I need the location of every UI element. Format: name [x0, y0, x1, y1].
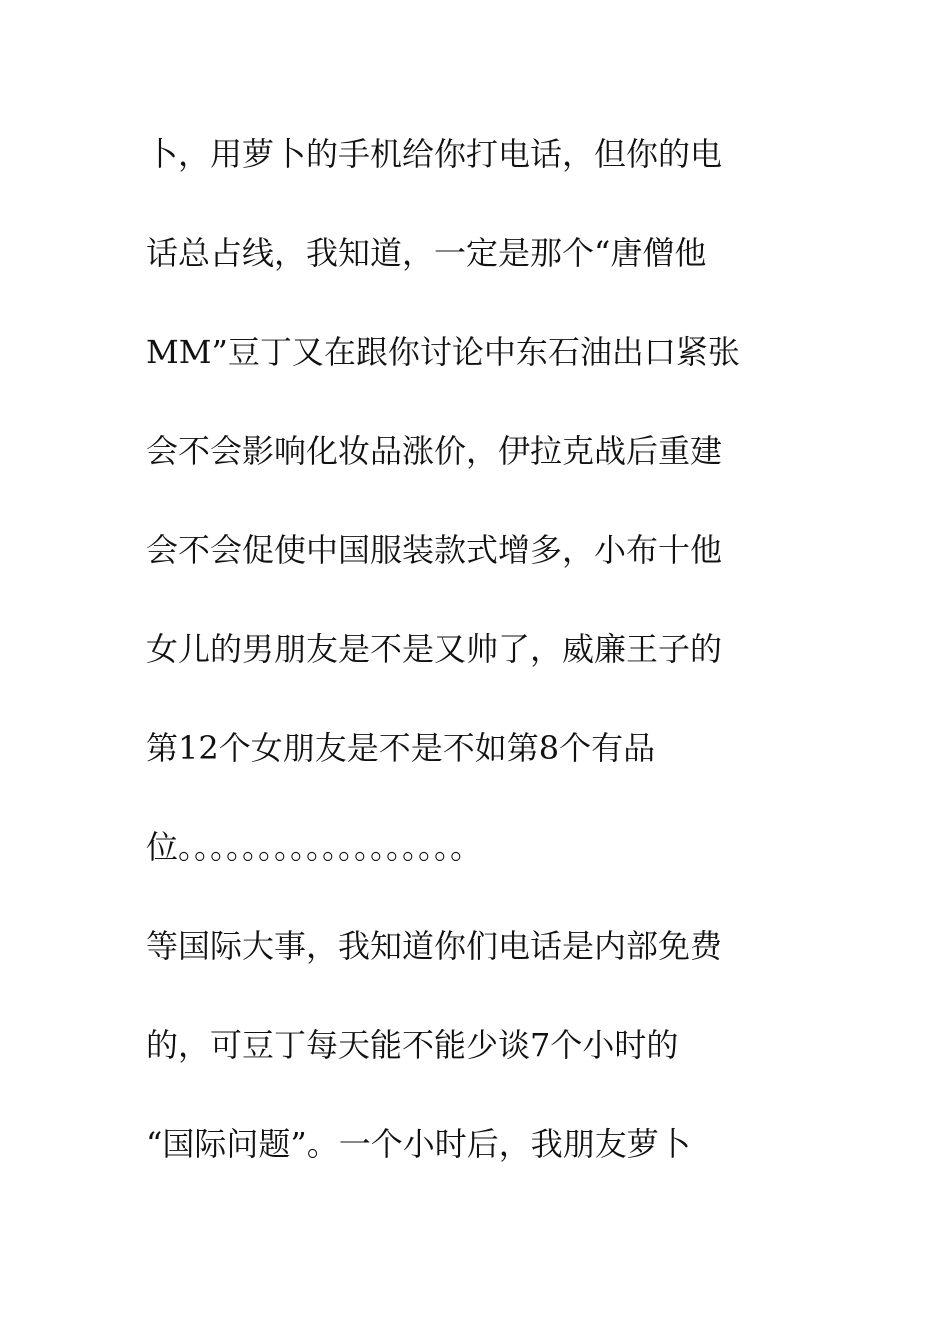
text-line: 的，可豆丁每天能不能少谈7个小时的 — [146, 1026, 679, 1064]
text-line: 会不会促使中国服装款式增多，小布十他 — [146, 531, 723, 569]
text-line: 位。。。。。。。。。。。。。。。。。。 — [146, 828, 483, 866]
text-line: 女儿的男朋友是不是又帅了，威廉王子的 — [146, 630, 723, 668]
text-line: MM”豆丁又在跟你讨论中东石油出口紧张 — [146, 333, 740, 371]
text-line: 话总占线，我知道，一定是那个“唐僧他 — [146, 234, 707, 272]
text-line: 卜，用萝卜的手机给你打电话，但你的电 — [146, 135, 723, 173]
text-line: “国际问题”。一个小时后，我朋友萝卜 — [146, 1125, 691, 1163]
body-text — [146, 126, 786, 1215]
text-line: 第12个女朋友是不是不如第8个有品 — [146, 729, 656, 767]
text-line: 等国际大事，我知道你们电话是内部免费 — [146, 927, 723, 965]
text-line: 会不会影响化妆品涨价，伊拉克战后重建 — [146, 432, 723, 470]
